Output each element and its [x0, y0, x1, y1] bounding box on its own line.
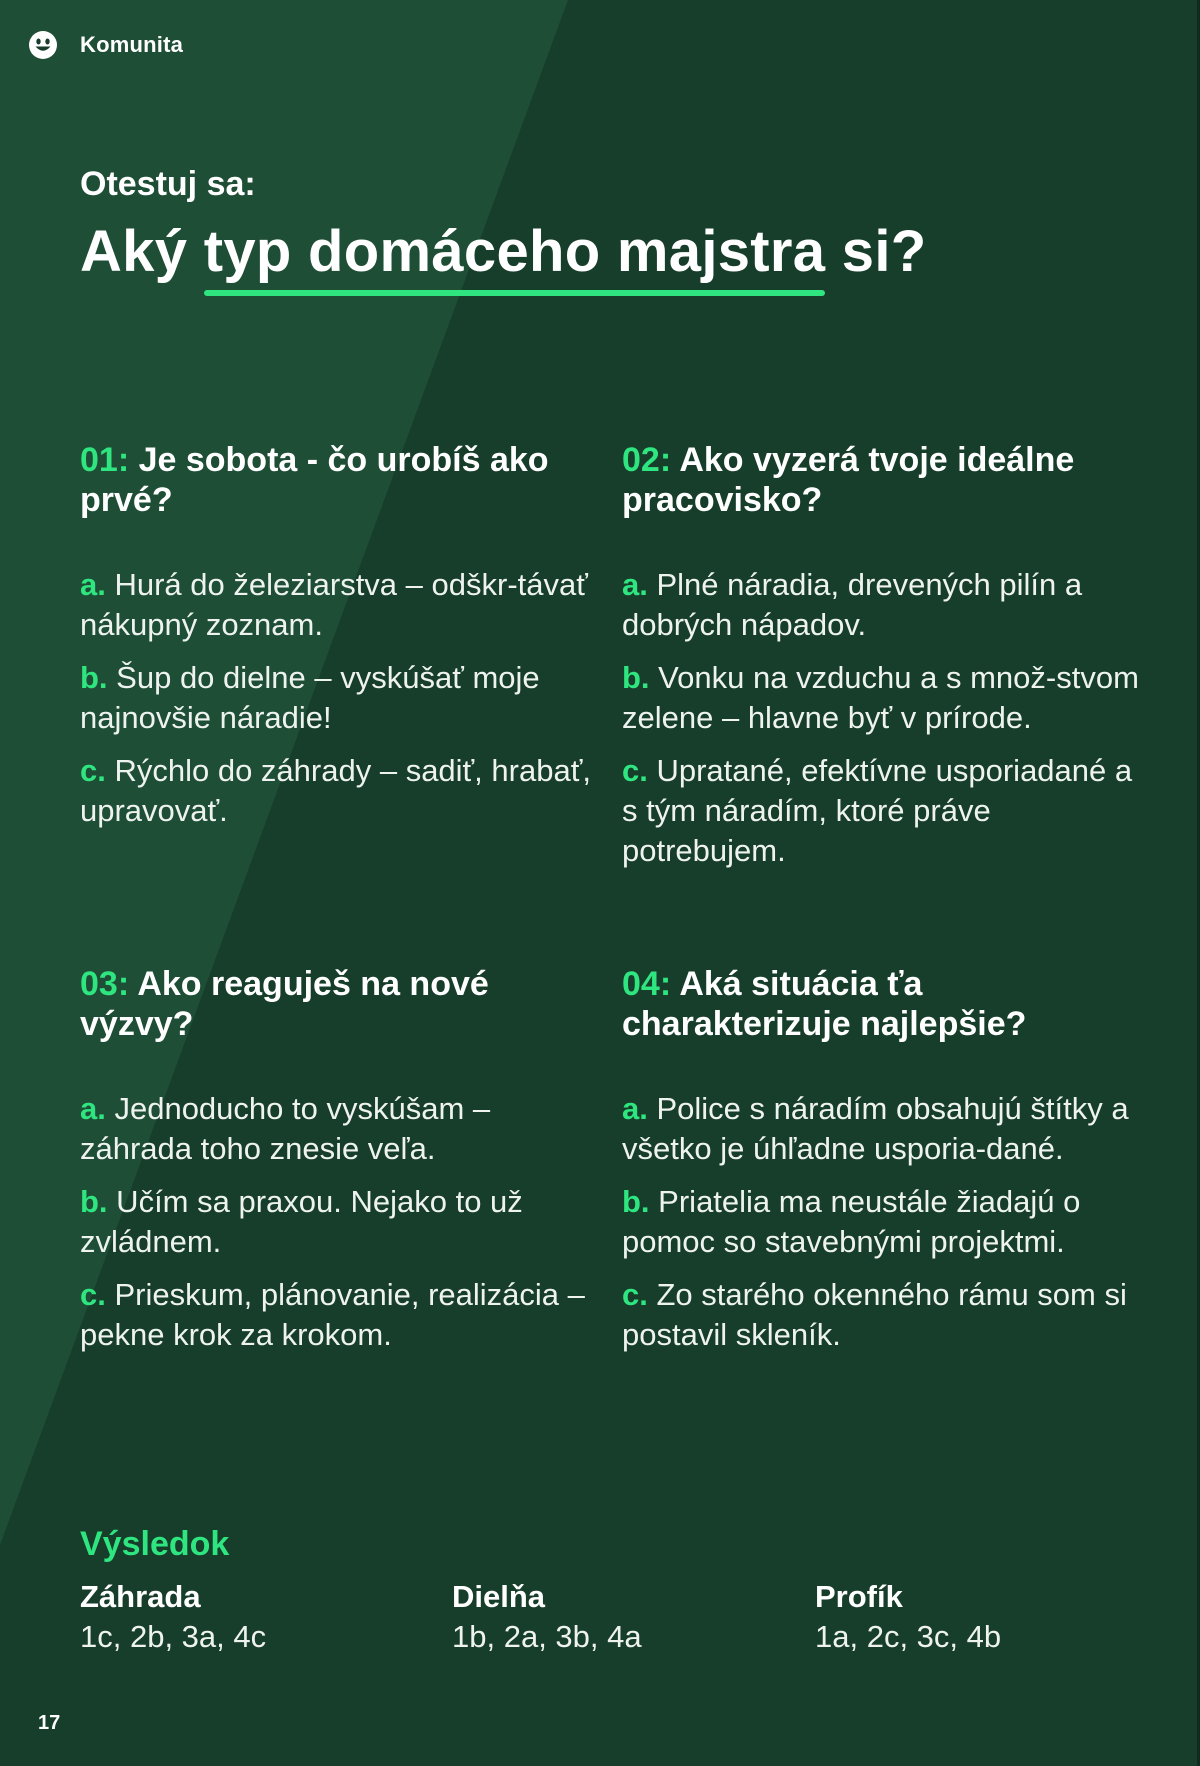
question-text: Je sobota - čo urobíš ako prvé? [80, 441, 549, 519]
result-type-codes: 1b, 2a, 3b, 4a [452, 1619, 642, 1654]
answer-list [80, 565, 600, 831]
answer-text: Zo starého okenného rámu som si postavil skleník. [622, 1277, 1127, 1352]
answer-c [80, 751, 600, 831]
answer-c [80, 1275, 600, 1355]
answer-letter: c. [622, 753, 648, 788]
question-title [622, 440, 1147, 520]
answer-text: Police s náradím obsahujú štítky a všetko je úhľadne usporia-dané. [622, 1091, 1129, 1166]
answer-text: Hurá do železiarstva – odškr-távať nákupný zoznam. [80, 567, 588, 642]
answer-a [80, 565, 600, 645]
answer-b [622, 658, 1147, 738]
question-4 [622, 964, 1147, 1368]
smiley-icon [28, 30, 58, 60]
page-number: 17 [38, 1712, 61, 1734]
answer-text: Upratané, efektívne usporiadané a s tým náradím, ktoré práve potrebujem. [622, 753, 1133, 868]
question-1 [80, 440, 600, 844]
answer-letter: a. [622, 567, 648, 602]
answer-a [622, 1089, 1147, 1169]
answer-b [622, 1182, 1147, 1262]
result-type-dielna [452, 1577, 642, 1657]
result-type-name: Záhrada [80, 1579, 201, 1614]
question-number: 02: [622, 441, 672, 479]
title-suffix: si? [825, 219, 927, 284]
page-title [80, 218, 926, 286]
title-prefix: Aký [80, 219, 204, 284]
question-text: Ako vyzerá tvoje ideálne pracovisko? [622, 441, 1075, 519]
answer-letter: c. [80, 753, 106, 788]
answer-letter: b. [80, 1184, 108, 1219]
answer-a [80, 1089, 600, 1169]
answer-letter: b. [80, 660, 108, 695]
answer-b [80, 1182, 600, 1262]
answer-c [622, 1275, 1147, 1355]
answer-text: Učím sa praxou. Nejako to už zvládnem. [80, 1184, 523, 1259]
answer-text: Plné náradia, drevených pilín a dobrých nápadov. [622, 567, 1083, 642]
answer-list [622, 1089, 1147, 1355]
result-type-codes: 1c, 2b, 3a, 4c [80, 1619, 267, 1654]
brand-label: Komunita [80, 32, 184, 57]
result-type-name: Profík [815, 1579, 903, 1614]
question-2 [622, 440, 1147, 884]
answer-b [80, 658, 600, 738]
answer-letter: c. [80, 1277, 106, 1312]
question-number: 04: [622, 965, 672, 1003]
question-3 [80, 964, 600, 1368]
answer-letter: b. [622, 660, 650, 695]
question-number: 01: [80, 441, 130, 479]
answer-list [622, 565, 1147, 871]
title-highlight: typ domáceho majstra [203, 219, 826, 284]
eyebrow: Otestuj sa: [80, 165, 256, 203]
answer-letter: a. [622, 1091, 648, 1126]
answer-letter: b. [622, 1184, 650, 1219]
result-type-profik [815, 1577, 1001, 1657]
answer-text: Vonku na vzduchu a s množ-stvom zelene – hlavne byť v prírode. [622, 660, 1139, 735]
answer-letter: a. [80, 567, 106, 602]
question-number: 03: [80, 965, 130, 1003]
question-title [80, 964, 600, 1044]
header [28, 28, 183, 62]
answer-text: Šup do dielne – vyskúšať moje najnovšie náradie! [80, 660, 540, 735]
question-text: Aká situácia ťa charakterizuje najlepšie? [622, 965, 1027, 1043]
result-type-codes: 1a, 2c, 3c, 4b [815, 1619, 1002, 1654]
answer-text: Prieskum, plánovanie, realizácia – pekne krok za krokom. [80, 1277, 585, 1352]
result-type-name: Dielňa [452, 1579, 546, 1614]
answer-c [622, 751, 1147, 871]
answer-text: Jednoducho to vyskúšam – záhrada toho znesie veľa. [80, 1091, 491, 1166]
question-text: Ako reaguješ na nové výzvy? [80, 965, 489, 1043]
question-title [80, 440, 600, 520]
result-heading: Výsledok [80, 1525, 230, 1563]
answer-list [80, 1089, 600, 1355]
answer-letter: a. [80, 1091, 106, 1126]
answer-text: Rýchlo do záhrady – sadiť, hrabať, upravovať. [80, 753, 591, 828]
answer-a [622, 565, 1147, 645]
answer-text: Priatelia ma neustále žiadajú o pomoc so stavebnými projektmi. [622, 1184, 1081, 1259]
result-type-zahrada [80, 1577, 266, 1657]
question-title [622, 964, 1147, 1044]
answer-letter: c. [622, 1277, 648, 1312]
